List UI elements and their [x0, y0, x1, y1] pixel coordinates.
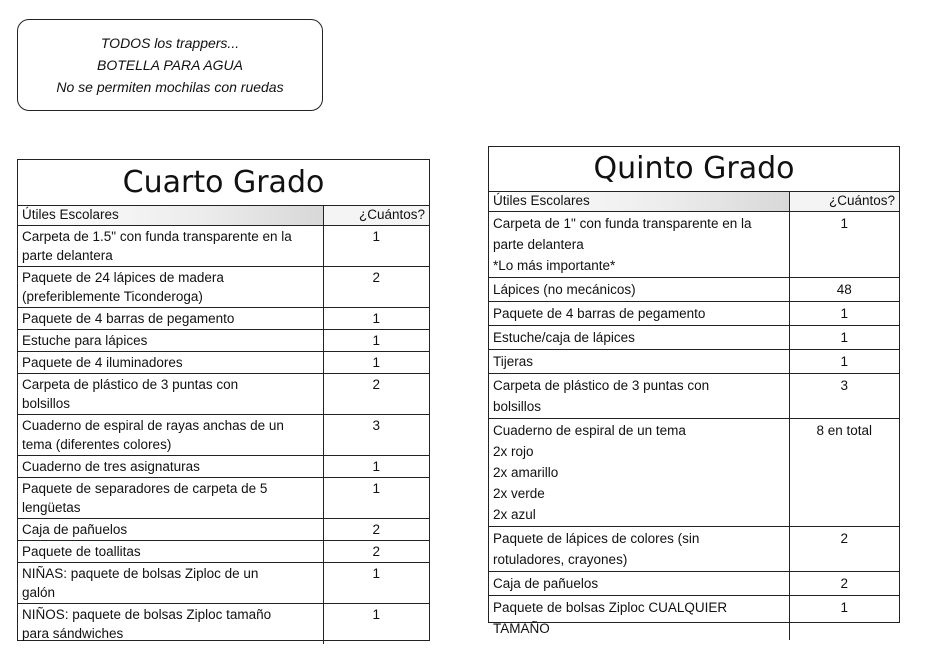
table-row: [489, 527, 899, 572]
fourth-grade-title: Cuarto Grado: [18, 160, 429, 206]
table-row: [489, 419, 899, 527]
quantity-cell: 1: [323, 456, 429, 478]
item-text: Paquete de bolsas Ziploc CUALQUIER: [493, 600, 728, 615]
item-cell: [489, 350, 789, 374]
notice-line-no-rolling-backpacks: No se permiten mochilas con ruedas: [56, 79, 284, 95]
item-cell: [18, 415, 323, 456]
item-cell: [18, 478, 323, 519]
table-row: [489, 572, 899, 596]
item-cell: [18, 352, 323, 374]
table-row: [18, 308, 429, 330]
item-text: tema (diferentes colores): [22, 437, 172, 452]
quantity-cell: 1: [323, 563, 429, 604]
item-text: Paquete de 4 barras de pegamento: [22, 311, 235, 326]
item-text: Carpeta de 1.5" con funda transparente en la: [22, 229, 292, 244]
fourth-grade-items-header: Útiles Escolares: [18, 206, 323, 226]
quantity-cell: 48: [789, 278, 899, 302]
table-row: [18, 478, 429, 519]
table-row: [18, 519, 429, 541]
item-cell: [489, 374, 789, 419]
item-cell: [489, 326, 789, 350]
item-text: Carpeta de plástico de 3 puntas con: [493, 378, 710, 393]
fourth-grade-qty-header: ¿Cuántos?: [323, 206, 429, 226]
quantity-cell: 2: [323, 267, 429, 308]
quantity-cell: 1: [789, 302, 899, 326]
fifth-grade-table: [489, 192, 899, 640]
quantity-cell: 1: [789, 596, 899, 641]
item-text: bolsillos: [22, 396, 71, 411]
item-text: Paquete de toallitas: [22, 544, 141, 559]
table-row: [489, 302, 899, 326]
quantity-cell: 1: [789, 350, 899, 374]
table-row: [18, 563, 429, 604]
table-row: [18, 374, 429, 415]
item-cell: [489, 212, 789, 278]
quantity-cell: 2: [323, 519, 429, 541]
item-cell: [18, 330, 323, 352]
table-row: [18, 604, 429, 645]
table-row: [18, 456, 429, 478]
item-cell: [18, 226, 323, 267]
quantity-cell: 1: [789, 326, 899, 350]
fifth-grade-rows: [489, 212, 899, 641]
table-row: [18, 330, 429, 352]
item-text: Cuaderno de espiral de rayas anchas de un: [22, 418, 284, 433]
quantity-cell: 2: [789, 572, 899, 596]
quantity-cell: 1: [323, 604, 429, 645]
table-row: [489, 212, 899, 278]
notice-line-trappers: TODOS los trappers...: [100, 35, 240, 51]
fourth-grade-rows: [18, 226, 429, 645]
item-text: parte delantera: [493, 237, 584, 252]
item-text: 2x amarillo: [493, 465, 559, 480]
item-cell: [18, 563, 323, 604]
table-row: [18, 267, 429, 308]
item-text: Paquete de 4 iluminadores: [22, 355, 183, 370]
item-text: Carpeta de plástico de 3 puntas con: [22, 377, 239, 392]
item-cell: [489, 527, 789, 572]
item-cell: [489, 572, 789, 596]
fourth-grade-table: [18, 206, 429, 644]
table-row: [18, 415, 429, 456]
item-text: Caja de pañuelos: [22, 522, 128, 537]
quantity-cell: 1: [789, 212, 899, 278]
item-text: 2x verde: [493, 486, 545, 501]
item-cell: [489, 596, 789, 641]
quantity-cell: 1: [323, 330, 429, 352]
table-row: [489, 278, 899, 302]
item-text: Paquete de 4 barras de pegamento: [493, 306, 706, 321]
item-text: parte delantera: [22, 248, 113, 263]
quantity-cell: 3: [789, 374, 899, 419]
item-cell: [489, 419, 789, 527]
item-cell: [18, 374, 323, 415]
item-cell: [18, 456, 323, 478]
item-text: Cuaderno de espiral de un tema: [493, 423, 686, 438]
fifth-grade-qty-header: ¿Cuántos?: [789, 192, 899, 212]
item-text: Lápices (no mecánicos): [493, 282, 636, 297]
quantity-cell: 2: [323, 374, 429, 415]
table-row: [18, 352, 429, 374]
item-cell: [18, 519, 323, 541]
quantity-cell: 1: [323, 308, 429, 330]
item-text: *Lo más importante*: [493, 258, 616, 273]
quantity-cell: 1: [323, 226, 429, 267]
table-row: [18, 541, 429, 563]
item-cell: [18, 267, 323, 308]
item-cell: [489, 302, 789, 326]
item-text: Cuaderno de tres asignaturas: [22, 459, 200, 474]
item-text: NIÑAS: paquete de bolsas Ziploc de un: [22, 566, 259, 581]
quantity-cell: 8 en total: [789, 419, 899, 527]
item-text: Tijeras: [493, 354, 534, 369]
table-row: [489, 350, 899, 374]
quantity-cell: 2: [789, 527, 899, 572]
table-row: [18, 226, 429, 267]
item-text: NIÑOS: paquete de bolsas Ziploc tamaño: [22, 607, 272, 622]
item-text: galón: [22, 585, 56, 600]
notice-box: [17, 19, 323, 111]
fourth-grade-list: [17, 159, 430, 641]
item-text: TAMAÑO: [493, 621, 550, 636]
item-text: Paquete de separadores de carpeta de 5: [22, 481, 268, 496]
quantity-cell: 1: [323, 478, 429, 519]
item-text: Carpeta de 1" con funda transparente en la: [493, 216, 752, 231]
item-text: Estuche/caja de lápices: [493, 330, 635, 345]
quantity-cell: 2: [323, 541, 429, 563]
table-row: [489, 326, 899, 350]
item-text: rotuladores, crayones): [493, 552, 628, 567]
table-row: [489, 374, 899, 419]
item-text: Paquete de lápices de colores (sin: [493, 531, 700, 546]
item-text: bolsillos: [493, 399, 542, 414]
table-row: [489, 596, 899, 641]
quantity-cell: 3: [323, 415, 429, 456]
item-text: 2x rojo: [493, 444, 534, 459]
item-text: 2x azul: [493, 507, 536, 522]
item-text: lengüetas: [22, 500, 81, 515]
item-text: Paquete de 24 lápices de madera: [22, 270, 224, 285]
item-cell: [18, 308, 323, 330]
item-cell: [489, 278, 789, 302]
item-text: (preferiblemente Ticonderoga): [22, 289, 203, 304]
fifth-grade-list: [488, 146, 900, 636]
item-text: Caja de pañuelos: [493, 576, 599, 591]
fifth-grade-items-header: Útiles Escolares: [489, 192, 789, 212]
fifth-grade-title: Quinto Grado: [489, 147, 899, 192]
item-cell: [18, 541, 323, 563]
quantity-cell: 1: [323, 352, 429, 374]
item-cell: [18, 604, 323, 645]
notice-line-water-bottle: BOTELLA PARA AGUA: [96, 57, 243, 73]
item-text: para sándwiches: [22, 626, 124, 641]
item-text: Estuche para lápices: [22, 333, 148, 348]
